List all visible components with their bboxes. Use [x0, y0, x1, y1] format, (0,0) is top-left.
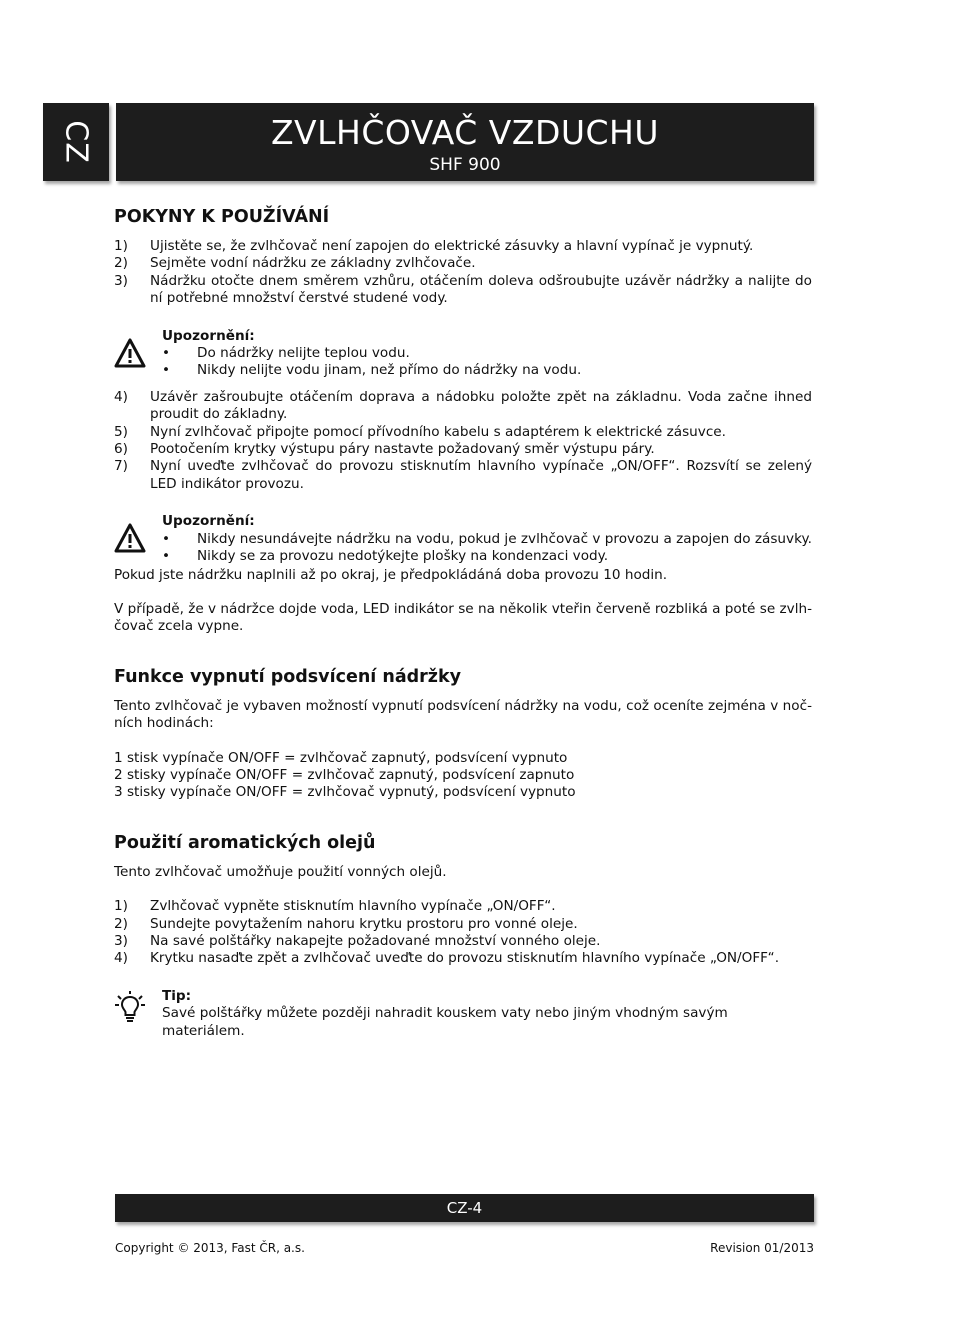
bullet-item: • Do nádržky nelijte teplou vodu. [162, 345, 410, 362]
warning-triangle-icon [114, 523, 146, 553]
list-item: 7) Nyní uveďte zvlhčovač do provozu stisknutím hlavního vypínače „ON/OFF“. Rozsvítí se zelený LED indikátor provozu. [114, 458, 812, 492]
section-heading-instructions: POKYNY K POUŽÍVÁNÍ [114, 207, 330, 227]
paragraph-duration: Pokud jste nádržku naplnili až po okraj, je předpokládáná doba provozu 10 hodin. [114, 566, 668, 583]
list-item: 2 stisky vypínače ON/OFF = zvlhčovač zapnutý, podsvícení zapnuto [114, 766, 575, 783]
section-heading-backlight: Funkce vypnutí podsvícení nádržky [114, 666, 462, 687]
list-item: 5) Nyní zvlhčovač připojte pomocí přívodního kabelu s adaptérem k elektrické zásuvce. [114, 423, 726, 440]
copyright: Copyright © 2013, Fast ČR, a.s. [115, 1241, 305, 1255]
list-item: 4) Uzávěr zašroubujte otáčením doprava a nádobku položte zpět na základnu. Voda začne ihned proudit do základny. [114, 388, 812, 423]
paragraph-empty-tank: V případě, že v nádržce dojde voda, LED indikátor se na několik vteřin červeně rozbliká a poté se zvlh-čovač zcela vypne. [114, 600, 812, 635]
steps-list-a [114, 238, 812, 308]
steps-list-b [114, 389, 812, 493]
warning-box-1 [114, 328, 812, 380]
list-item: 2) Sundejte povytažením nahoru krytku prostoru pro vonné oleje. [114, 915, 578, 932]
page-number-bar [115, 1194, 814, 1222]
title-banner [116, 103, 814, 181]
list-item: 3) Na savé polštářky nakapejte požadované množství vonného oleje. [114, 932, 601, 949]
list-item: 3) Nádržku otočte dnem směrem vzhůru, otáčením doleva odšroubujte uzávěr nádržky a nalijte do ní potřebné množství čerstvé studené vody. [114, 272, 812, 307]
warning-title: Upozornění: [162, 513, 255, 530]
bullet-item: • Nikdy se za provozu nedotýkejte plošky na kondenzaci vody. [162, 548, 609, 565]
warning-triangle-icon [114, 338, 146, 368]
list-item: 6) Pootočením krytky výstupu páry nastavte požadovaný směr výstupu páry. [114, 441, 655, 458]
page-title: ZVLHČOVAČ VZDUCHU [270, 113, 660, 152]
list-item: 3 stisky vypínače ON/OFF = zvlhčovač vypnutý, podsvícení vypnuto [114, 784, 576, 801]
tip-text: Savé polštářky můžete později nahradit kouskem vaty nebo jiným vhodným savým materiálem. [162, 1005, 728, 1039]
tip-box [114, 988, 812, 1040]
language-tab [43, 103, 109, 181]
revision: Revision 01/2013 [710, 1241, 814, 1255]
section-heading-oils: Použití aromatických olejů [114, 832, 376, 853]
list-item: 1) Ujistěte se, že zvlhčovač není zapojen do elektrické zásuvky a hlavní vypínač je vypnutý. [114, 238, 754, 254]
main-content [114, 206, 812, 1040]
model-name: SHF 900 [429, 155, 501, 175]
steps-list-oils [114, 898, 812, 968]
bullet-item: • Nikdy nelijte vodu jinam, než přímo do nádržky na vodu. [162, 362, 582, 379]
list-item: 1) Zvlhčovač vypněte stisknutím hlavního vypínače „ON/OFF“. [114, 898, 556, 915]
list-item: 2) Sejměte vodní nádržku ze základny zvlhčovače. [114, 255, 476, 272]
list-item: 4) Krytku nasaďte zpět a zvlhčovač uveďte do provozu stisknutím hlavního vypínače „ON/OFF“. [114, 950, 780, 967]
warning-title: Upozornění: [162, 327, 255, 344]
backlight-modes [114, 750, 812, 802]
page-number: CZ-4 [446, 1199, 483, 1217]
list-item: 1 stisk vypínače ON/OFF = zvlhčovač zapnutý, podsvícení vypnuto [114, 749, 568, 766]
tip-title: Tip: [162, 987, 192, 1004]
warning-box-2 [114, 513, 812, 565]
lightbulb-icon [114, 990, 146, 1024]
paragraph-oils-intro: Tento zvlhčovač umožňuje použití vonných olejů. [114, 863, 447, 880]
bullet-item: • Nikdy nesundávejte nádržku na vodu, pokud je zvlhčovač v provozu a zapojen do zásuvky. [162, 530, 812, 547]
paragraph-backlight-intro: Tento zvlhčovač je vybaven možností vypnutí podsvícení nádržky na vodu, což oceníte zejména v noč-ních hodinách: [114, 697, 812, 732]
language-label: CZ [58, 120, 94, 164]
